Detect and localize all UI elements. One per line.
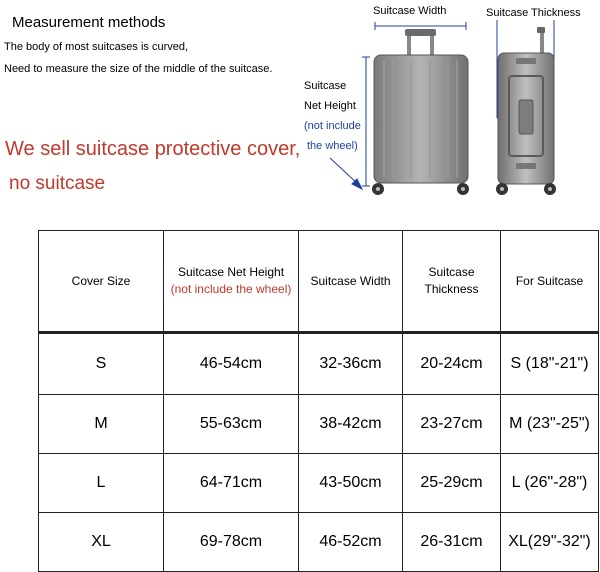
cell-size: XL [39, 513, 164, 572]
cell-height: 46-54cm [164, 333, 299, 395]
measurement-description-line1: The body of most suitcases is curved, [4, 41, 189, 53]
table-row [39, 513, 599, 572]
cell-width: 32-36cm [299, 333, 403, 395]
cell-height: 69-78cm [164, 513, 299, 572]
table-header-row [39, 231, 599, 333]
suitcase-side-icon [496, 27, 556, 195]
header-net-height-label: Suitcase Net Height [177, 265, 285, 279]
cell-height: 55-63cm [164, 395, 299, 454]
cell-size: L [39, 454, 164, 513]
cell-width: 43-50cm [299, 454, 403, 513]
cell-width: 38-42cm [299, 395, 403, 454]
net-height-note-line1: (not include [304, 120, 361, 132]
measurement-description-line2: Need to measure the size of the middle of the suitcase. [4, 63, 273, 75]
header-net-height [164, 231, 299, 333]
suitcase-width-label: Suitcase Width [373, 5, 447, 17]
cell-height: 64-71cm [164, 454, 299, 513]
cell-thickness: 23-27cm [403, 395, 501, 454]
header-cover-size: Cover Size [39, 231, 164, 333]
suitcase-front-icon [372, 29, 469, 195]
cell-width: 46-52cm [299, 513, 403, 572]
cell-size: M [39, 395, 164, 454]
cell-thickness: 26-31cm [403, 513, 501, 572]
header-net-height-note: (not include the wheel) [170, 282, 292, 296]
table-row [39, 395, 599, 454]
note-arrow [330, 158, 362, 189]
cell-thickness: 25-29cm [403, 454, 501, 513]
table-row [39, 454, 599, 513]
net-height-label-line1: Suitcase [304, 80, 347, 92]
promo-line2: no suitcase [9, 173, 106, 194]
net-height-note-line2: the wheel) [307, 140, 358, 152]
cell-thickness: 20-24cm [403, 333, 501, 395]
cell-for-suitcase: S (18"-21") [501, 333, 599, 395]
suitcase-diagram [0, 0, 600, 230]
header-for-suitcase: For Suitcase [501, 231, 599, 333]
cell-for-suitcase: M (23"-25") [501, 395, 599, 454]
net-height-label-line2: Net Height [304, 100, 356, 112]
width-dimension-line [375, 22, 466, 30]
header-width: Suitcase Width [299, 231, 403, 333]
table-row [39, 333, 599, 395]
cell-for-suitcase: L (26"-28") [501, 454, 599, 513]
cell-size: S [39, 333, 164, 395]
height-dimension-line [362, 57, 370, 186]
suitcase-thickness-label: Suitcase Thickness [486, 7, 581, 19]
cell-for-suitcase: XL(29"-32") [501, 513, 599, 572]
promo-line1: We sell suitcase protective cover, [5, 138, 301, 160]
measurement-title: Measurement methods [12, 14, 166, 31]
header-thickness: Suitcase Thickness [403, 231, 501, 333]
size-chart-table [38, 230, 599, 572]
